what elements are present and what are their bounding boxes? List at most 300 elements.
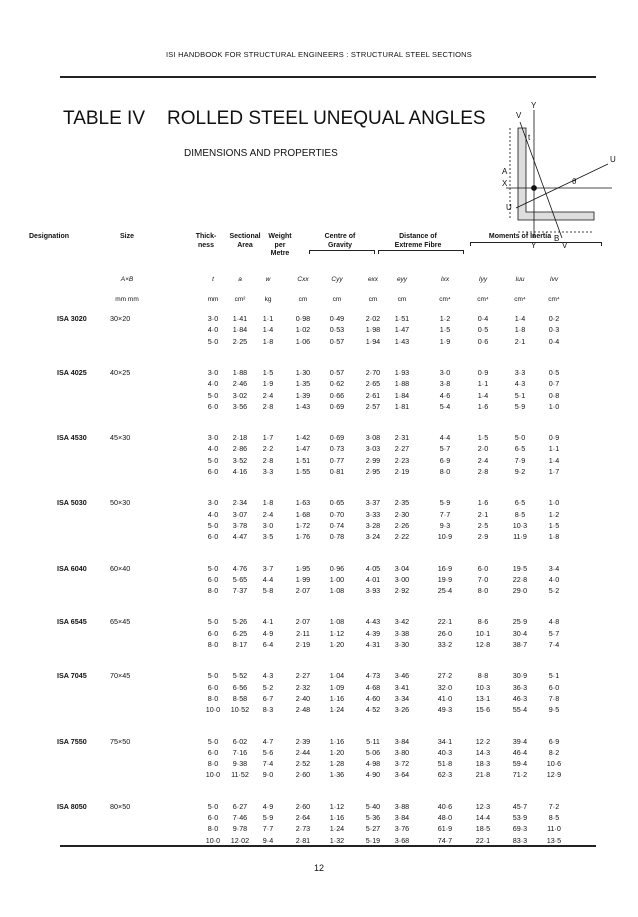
table-cell: 5·26 <box>232 617 248 627</box>
table-cell: 6·0 <box>548 682 560 692</box>
table-cell: 3·30 <box>394 640 410 649</box>
symbol-11: Ivv <box>549 276 559 283</box>
table-cell: 1·8 <box>262 336 274 346</box>
table-cell: 4·9 <box>262 801 274 811</box>
table-cell: 0·53 <box>329 325 345 335</box>
table-cell: 2·46 <box>232 379 248 389</box>
table-cell: 1·5 <box>439 325 451 335</box>
table-cell: 3·4 <box>548 563 560 573</box>
table-cell: 2·4 <box>477 455 489 465</box>
table-cell: 2·8 <box>262 401 274 411</box>
table-cell: 6·7 <box>262 693 274 703</box>
table-cell: 1·12 <box>329 801 345 811</box>
table-cell: 1·08 <box>329 586 345 596</box>
table-cell: 22·1 <box>475 835 491 845</box>
table-cell: 1·16 <box>329 693 345 703</box>
table-cell: 1·42 <box>295 433 311 443</box>
designation: ISA 4025 <box>57 367 87 377</box>
table-cell: 30·4 <box>512 628 528 638</box>
table-cell: 0·2 <box>548 314 560 323</box>
table-cell: 1·88 <box>394 379 410 389</box>
table-cell: 4·98 <box>365 759 381 769</box>
table-cell: 1·36 <box>329 770 345 780</box>
table-cell: 1·30 <box>295 367 311 377</box>
table-cell: 2·07 <box>295 617 311 627</box>
table-cell: 0·4 <box>477 314 489 323</box>
table-cell: 3·04 <box>394 563 410 573</box>
table-cell: 0·8 <box>548 390 560 400</box>
table-cell: 14·3 <box>475 747 491 757</box>
table-cell: 0·70 <box>329 509 345 519</box>
table-subtitle: DIMENSIONS AND PROPERTIES <box>184 148 338 159</box>
table-cell: 8·5 <box>548 813 560 822</box>
table-cell: 10·9 <box>437 532 453 542</box>
unit-9: cm⁴ <box>477 296 489 303</box>
table-cell: 8·0 <box>207 824 219 834</box>
table-cell: 5·4 <box>439 401 451 411</box>
table-cell: 5·9 <box>262 813 274 822</box>
table-cell: 0·49 <box>329 314 345 323</box>
table-cell: 3·3 <box>262 467 274 476</box>
table-cell: 2·60 <box>295 801 311 811</box>
table-cell: 1·68 <box>295 509 311 519</box>
table-cell: 2·1 <box>477 509 489 519</box>
table-cell: 61·9 <box>437 824 453 834</box>
table-cell: 83·3 <box>512 835 528 845</box>
table-cell: 2·64 <box>295 813 311 822</box>
table-cell: 5·8 <box>262 586 274 596</box>
table-cell: 3·07 <box>232 509 248 519</box>
running-head: ISI HANDBOOK FOR STRUCTURAL ENGINEERS : STRUCTURAL STEEL SECTIONS <box>166 50 472 59</box>
table-cell: 7·4 <box>548 640 560 649</box>
table-cell: 3·0 <box>439 367 451 377</box>
table-cell: 5·27 <box>365 824 381 834</box>
symbol-2: a <box>238 276 242 283</box>
table-cell: 1·8 <box>514 325 526 335</box>
table-cell: 5·0 <box>207 455 219 465</box>
header-size: Size <box>119 233 134 240</box>
table-cell: 6·9 <box>439 455 451 465</box>
table-cell: 4·60 <box>365 693 381 703</box>
unit-2: cm² <box>234 296 246 303</box>
table-cell: 3·0 <box>207 498 219 508</box>
size: 45×30 <box>110 433 131 443</box>
table-cell: 41·0 <box>437 693 453 703</box>
diagram-label-theta: θ <box>572 177 577 186</box>
table-cell: 7·46 <box>232 813 248 822</box>
table-cell: 7·7 <box>439 509 451 519</box>
table-cell: 7·4 <box>262 759 274 769</box>
table-cell: 8·0 <box>207 640 219 649</box>
table-cell: 0·96 <box>329 563 345 573</box>
table-cell: 8·0 <box>439 467 451 476</box>
table-cell: 1·1 <box>477 379 489 389</box>
table-cell: 1·06 <box>295 336 311 346</box>
symbol-0: A×B <box>120 276 134 283</box>
table-cell: 0·9 <box>548 433 560 443</box>
table-cell: 22·1 <box>437 617 453 627</box>
table-cell: 5·52 <box>232 671 248 681</box>
table-cell: 39·4 <box>512 736 528 746</box>
table-cell: 3·64 <box>394 770 410 780</box>
table-cell: 12·02 <box>230 835 250 845</box>
table-cell: 2·34 <box>232 498 248 508</box>
table-cell: 5·9 <box>514 401 526 411</box>
table-cell: 7·37 <box>232 586 248 596</box>
table-cell: 55·4 <box>512 705 528 715</box>
table-cell: 10·3 <box>512 520 528 530</box>
table-cell: 11·52 <box>231 770 249 780</box>
table-cell: 1·0 <box>548 498 560 508</box>
table-cell: 11·9 <box>513 532 527 542</box>
table-cell: 1·6 <box>477 498 489 508</box>
table-cell: 12·8 <box>475 640 491 649</box>
table-cell: 1·43 <box>295 401 311 411</box>
table-cell: 2·86 <box>232 444 248 454</box>
table-cell: 34·1 <box>437 736 453 746</box>
table-cell: 8·6 <box>477 617 489 627</box>
table-cell: 0·4 <box>548 336 560 346</box>
table-cell: 1·5 <box>262 367 274 377</box>
table-cell: 2·0 <box>477 444 489 454</box>
table-cell: 4·90 <box>365 770 381 780</box>
symbol-8: Ixx <box>440 276 450 283</box>
table-cell: 13·5 <box>546 835 562 845</box>
table-cell: 2·11 <box>296 628 310 638</box>
table-cell: 0·6 <box>477 336 489 346</box>
table-cell: 1·51 <box>394 314 410 323</box>
table-cell: 2·99 <box>365 455 381 465</box>
header-inertia: Moments of Inertia <box>488 233 552 240</box>
unit-10: cm⁴ <box>514 296 526 303</box>
table-cell: 1·93 <box>394 367 410 377</box>
table-cell: 5·0 <box>207 671 219 681</box>
table-cell: 51·8 <box>437 759 453 769</box>
table-cell: 29·0 <box>512 586 528 596</box>
table-cell: 3·0 <box>262 520 274 530</box>
table-cell: 16·9 <box>437 563 453 573</box>
table-cell: 1·6 <box>477 401 489 411</box>
table-cell: 33·2 <box>437 640 453 649</box>
table-cell: 5·11 <box>366 736 380 746</box>
size: 60×40 <box>110 563 131 573</box>
table-cell: 62·3 <box>437 770 453 780</box>
table-title-text: ROLLED STEEL UNEQUAL ANGLES <box>167 108 486 129</box>
table-cell: 9·38 <box>232 759 248 769</box>
table-cell: 1·94 <box>365 336 381 346</box>
table-cell: 74·7 <box>437 835 453 845</box>
table-cell: 1·1 <box>548 444 560 454</box>
table-cell: 1·4 <box>514 314 526 323</box>
size: 40×25 <box>110 367 131 377</box>
table-cell: 3·03 <box>365 444 381 454</box>
table-cell: 9·4 <box>262 835 274 845</box>
inertia-bracket <box>470 242 602 246</box>
table-cell: 5·06 <box>365 747 381 757</box>
table-cell: 3·08 <box>365 433 381 443</box>
symbol-3: w <box>265 276 271 283</box>
table-cell: 3·84 <box>394 736 410 746</box>
table-cell: 38·7 <box>512 640 528 649</box>
table-cell: 0·5 <box>477 325 489 335</box>
table-cell: 1·95 <box>295 563 311 573</box>
table-cell: 3·26 <box>394 705 410 715</box>
table-cell: 18·5 <box>475 824 491 834</box>
table-cell: 3·00 <box>394 574 410 584</box>
table-cell: 3·5 <box>262 532 274 542</box>
table-cell: 2·18 <box>232 433 248 443</box>
table-cell: 4·0 <box>207 509 219 519</box>
table-cell: 1·9 <box>439 336 451 346</box>
table-cell: 30·9 <box>512 671 528 681</box>
table-cell: 0·66 <box>329 390 345 400</box>
table-cell: 3·68 <box>394 835 410 845</box>
table-cell: 2·07 <box>295 586 311 596</box>
designation: ISA 8050 <box>57 801 87 811</box>
table-cell: 0·77 <box>329 455 345 465</box>
table-cell: 40·6 <box>437 801 453 811</box>
table-cell: 5·1 <box>548 671 560 681</box>
diagram-label-b: B <box>554 234 560 243</box>
table-cell: 8·0 <box>207 586 219 596</box>
table-cell: 3·3 <box>514 367 526 377</box>
table-cell: 6·0 <box>207 401 219 411</box>
table-cell: 5·36 <box>365 813 381 822</box>
table-cell: 0·98 <box>295 314 311 323</box>
table-cell: 3·72 <box>394 759 410 769</box>
table-cell: 1·16 <box>329 813 345 822</box>
table-cell: 1·2 <box>548 509 560 519</box>
table-cell: 1·8 <box>548 532 560 542</box>
table-cell: 1·9 <box>262 379 274 389</box>
table-cell: 5·7 <box>548 628 560 638</box>
table-cell: 11·0 <box>547 824 561 834</box>
table-cell: 4·6 <box>439 390 451 400</box>
table-cell: 4·8 <box>548 617 560 627</box>
table-cell: 4·16 <box>232 467 248 476</box>
table-cell: 1·98 <box>365 325 381 335</box>
table-cell: 26·0 <box>437 628 453 638</box>
symbol-6: exx <box>367 276 379 283</box>
table-cell: 4·3 <box>262 671 274 681</box>
table-cell: 3·42 <box>394 617 410 627</box>
table-cell: 1·20 <box>329 747 345 757</box>
table-cell: 1·81 <box>394 401 410 411</box>
table-cell: 2·73 <box>295 824 311 834</box>
bottom-rule <box>60 845 596 847</box>
table-cell: 5·2 <box>548 586 560 596</box>
designation: ISA 7045 <box>57 671 87 681</box>
angle-section-diagram <box>502 100 622 248</box>
table-cell: 10·0 <box>205 770 221 780</box>
table-cell: 8·58 <box>232 693 248 703</box>
table-cell: 6·0 <box>207 628 219 638</box>
table-cell: 3·34 <box>394 693 410 703</box>
table-cell: 3·0 <box>207 367 219 377</box>
table-cell: 1·4 <box>477 390 489 400</box>
table-cell: 32·0 <box>437 682 453 692</box>
table-cell: 1·02 <box>295 325 311 335</box>
table-cell: 49·3 <box>437 705 453 715</box>
table-cell: 4·0 <box>548 574 560 584</box>
diagram-label-v-top: V <box>516 111 522 120</box>
table-cell: 45·7 <box>512 801 528 811</box>
table-cell: 2·52 <box>295 759 311 769</box>
table-cell: 1·1 <box>262 314 274 323</box>
table-cell: 2·23 <box>394 455 410 465</box>
table-cell: 1·09 <box>329 682 345 692</box>
table-cell: 3·24 <box>365 532 381 542</box>
table-cell: 8·3 <box>262 705 274 715</box>
u-axis <box>516 164 608 208</box>
table-cell: 5·40 <box>365 801 381 811</box>
diagram-label-y-top: Y <box>531 101 537 110</box>
table-cell: 6·9 <box>548 736 560 746</box>
table-cell: 4·05 <box>365 563 381 573</box>
table-cell: 6·0 <box>207 532 219 542</box>
table-cell: 9·2 <box>514 467 526 476</box>
diagram-label-t: t <box>528 133 531 142</box>
table-cell: 1·7 <box>262 433 274 443</box>
table-cell: 1·35 <box>295 379 311 389</box>
table-cell: 3·37 <box>365 498 381 508</box>
size: 65×45 <box>110 617 131 627</box>
page-number: 12 <box>313 863 324 873</box>
table-cell: 12·2 <box>475 736 491 746</box>
table-cell: 0·9 <box>477 367 489 377</box>
table-cell: 2·1 <box>514 336 526 346</box>
table-cell: 40·3 <box>437 747 453 757</box>
table-cell: 25·9 <box>512 617 528 627</box>
table-cell: 2·4 <box>262 390 274 400</box>
table-cell: 0·65 <box>329 498 345 508</box>
table-cell: 1·51 <box>295 455 311 465</box>
table-cell: 4·52 <box>365 705 381 715</box>
table-cell: 7·8 <box>548 693 560 703</box>
table-cell: 1·7 <box>548 467 560 476</box>
table-cell: 1·41 <box>232 314 248 323</box>
table-cell: 4·39 <box>365 628 381 638</box>
table-cell: 2·70 <box>365 367 381 377</box>
unit-0: mm mm <box>115 296 139 303</box>
table-cell: 1·28 <box>329 759 345 769</box>
table-cell: 2·39 <box>295 736 311 746</box>
designation: ISA 6545 <box>57 617 87 627</box>
table-cell: 4·0 <box>207 379 219 389</box>
table-cell: 59·4 <box>512 759 528 769</box>
top-rule <box>60 76 596 78</box>
table-cell: 2·25 <box>232 336 248 346</box>
table-cell: 6·0 <box>207 467 219 476</box>
table-cell: 0·81 <box>329 467 345 476</box>
table-cell: 1·04 <box>329 671 345 681</box>
table-cell: 1·99 <box>295 574 311 584</box>
table-cell: 4·68 <box>365 682 381 692</box>
table-cell: 5·0 <box>207 390 219 400</box>
table-cell: 2·19 <box>295 640 311 649</box>
table-cell: 3·7 <box>262 563 274 573</box>
table-cell: 5·0 <box>207 563 219 573</box>
table-cell: 5·0 <box>207 801 219 811</box>
table-cell: 3·41 <box>394 682 410 692</box>
symbol-1: t <box>212 276 214 283</box>
table-cell: 0·62 <box>329 379 345 389</box>
table-cell: 4·47 <box>232 532 248 542</box>
table-cell: 1·4 <box>548 455 560 465</box>
table-cell: 3·52 <box>232 455 248 465</box>
table-cell: 1·47 <box>295 444 311 454</box>
table-cell: 1·8 <box>262 498 274 508</box>
table-cell: 9·5 <box>548 705 560 715</box>
table-cell: 4·0 <box>207 444 219 454</box>
symbol-7: eyy <box>396 276 408 283</box>
table-cell: 6·02 <box>232 736 248 746</box>
table-cell: 0·74 <box>329 520 345 530</box>
table-cell: 2·8 <box>262 455 274 465</box>
table-cell: 2·26 <box>394 520 410 530</box>
table-cell: 1·0 <box>548 401 560 411</box>
table-cell: 8·8 <box>477 671 489 681</box>
table-cell: 2·30 <box>394 509 410 519</box>
table-cell: 48·0 <box>437 813 453 822</box>
unit-1: mm <box>207 296 219 303</box>
table-cell: 27·2 <box>437 671 453 681</box>
table-cell: 2·81 <box>295 835 311 845</box>
table-cell: 4·01 <box>365 574 381 584</box>
table-cell: 25·4 <box>437 586 453 596</box>
table-cell: 10·0 <box>205 705 221 715</box>
table-cell: 3·28 <box>365 520 381 530</box>
unit-11: cm⁴ <box>548 296 560 303</box>
table-cell: 4·1 <box>262 617 274 627</box>
table-cell: 2·5 <box>477 520 489 530</box>
table-cell: 1·72 <box>295 520 311 530</box>
table-cell: 4·4 <box>439 433 451 443</box>
table-cell: 6·0 <box>207 574 219 584</box>
table-cell: 5·0 <box>207 336 219 346</box>
table-cell: 2·92 <box>394 586 410 596</box>
table-cell: 2·35 <box>394 498 410 508</box>
table-cell: 5·0 <box>207 520 219 530</box>
table-cell: 4·43 <box>365 617 381 627</box>
table-cell: 2·2 <box>262 444 274 454</box>
table-cell: 3·8 <box>439 379 451 389</box>
table-cell: 10·1 <box>475 628 491 638</box>
table-cell: 0·69 <box>329 401 345 411</box>
table-cell: 8·0 <box>477 586 489 596</box>
symbol-9: Iyy <box>478 276 488 283</box>
size: 30×20 <box>110 314 131 323</box>
table-cell: 69·3 <box>512 824 528 834</box>
table-cell: 9·3 <box>439 520 451 530</box>
table-cell: 5·7 <box>439 444 451 454</box>
table-cell: 10·3 <box>475 682 491 692</box>
size: 80×50 <box>110 801 131 811</box>
table-cell: 4·31 <box>365 640 381 649</box>
table-cell: 5·19 <box>365 835 381 845</box>
table-cell: 3·88 <box>394 801 410 811</box>
table-cell: 7·9 <box>514 455 526 465</box>
table-cell: 22·8 <box>512 574 528 584</box>
table-cell: 15·6 <box>475 705 491 715</box>
table-cell: 4·0 <box>207 325 219 335</box>
diagram-label-a: A <box>502 167 508 176</box>
diagram-label-u-right: U <box>610 155 616 164</box>
size: 50×30 <box>110 498 131 508</box>
table-cell: 3·0 <box>207 433 219 443</box>
table-cell: 5·9 <box>439 498 451 508</box>
table-cell: 1·47 <box>394 325 410 335</box>
